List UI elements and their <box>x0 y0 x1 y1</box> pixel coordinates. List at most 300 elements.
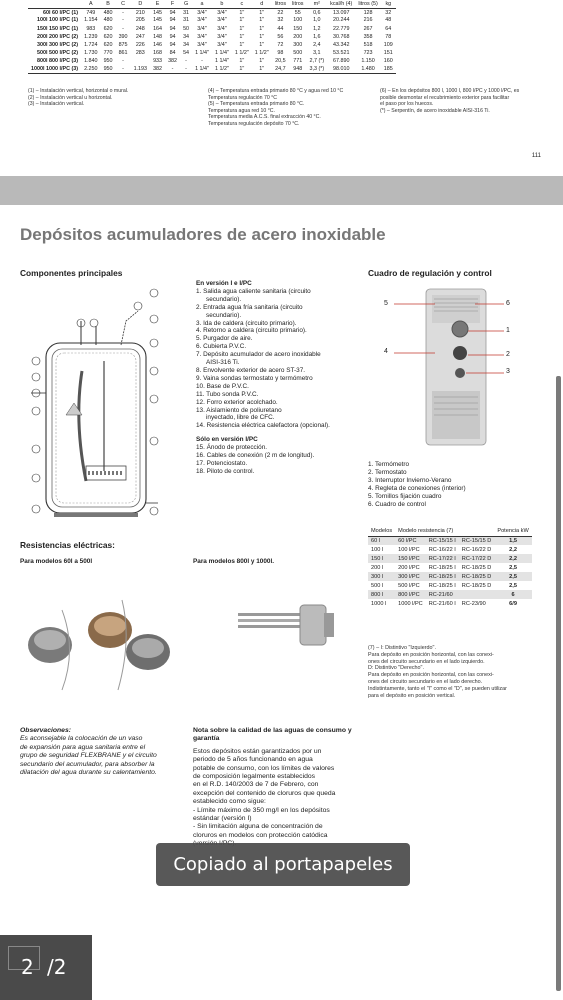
spec-cell: 1 1/4" <box>214 58 229 65</box>
control-items <box>368 461 466 508</box>
footnote-line: (6) – En los depósitos 800 l, 1000 l, 800 l/PC y 1000 l/PC, es <box>380 88 520 94</box>
callout-3: 3 <box>506 368 510 375</box>
resistance-cell: 2,5 <box>509 573 517 580</box>
resistance-cell: RC-17/22 I <box>428 555 456 562</box>
control-heading: Cuadro de regulación y control <box>368 268 492 278</box>
resistance-note-line: para el depósito en posición vertical. <box>368 692 456 699</box>
nota-line: de composición legalmente establecidos <box>193 773 316 781</box>
spec-cell: - <box>180 66 192 74</box>
spec-cell: 1.480 <box>355 66 380 74</box>
component-item: AISI-316 Ti. <box>206 359 240 367</box>
resistance-cell: 60 l/PC <box>398 537 417 544</box>
spec-cell: 24,7 <box>272 66 289 74</box>
spec-header: B <box>101 0 116 8</box>
spec-cell: 620 <box>103 33 113 40</box>
footnote-line: (*) – Serpentín, de acero inoxidable AISI-316 Ti. <box>380 107 490 114</box>
spec-row <box>28 16 396 24</box>
observaciones-line: grupo de seguridad FLEXBRANE y el circuito <box>20 752 157 760</box>
spec-cell: 50 <box>183 25 190 32</box>
spec-cell: 128 <box>363 9 373 16</box>
spec-header: c <box>232 0 252 8</box>
spec-cell: 1,2 <box>313 25 321 32</box>
ipc-item: 18. Piloto de control. <box>196 467 255 475</box>
component-item: 11. Tubo sonda P.V.C. <box>196 390 259 398</box>
spec-header: b <box>212 0 232 8</box>
component-item: 12. Forro exterior acolchado. <box>196 398 278 406</box>
spec-cell: 94 <box>169 17 176 24</box>
spec-cell: 1 1/4" <box>192 66 212 74</box>
spec-header: kg <box>381 0 396 8</box>
resistance-note-line: D: Distintivo "Derecho". <box>368 665 424 672</box>
spec-header: C <box>116 0 131 8</box>
spec-cell: 1" <box>259 17 265 24</box>
spec-header: kcal/h (4) <box>327 0 355 8</box>
spec-cell: 723 <box>363 50 373 57</box>
observaciones-line: Es aconsejable la colocación de un vaso <box>20 735 143 743</box>
resistance-cell: 100 l/PC <box>398 546 420 553</box>
resistance-row <box>368 536 532 545</box>
scrollbar[interactable] <box>556 376 561 991</box>
spec-cell: 1" <box>239 25 245 32</box>
previous-page <box>0 0 563 176</box>
spec-cell: 620 <box>103 25 113 32</box>
spec-cell: 1.840 <box>84 58 98 65</box>
spec-cell: 60l 60 l/PC (1) <box>43 9 79 16</box>
spec-cell: 3/4" <box>217 25 227 32</box>
spec-cell: 1.239 <box>84 33 98 40</box>
spec-cell: 160 <box>383 58 393 65</box>
components-heading: Componentes principales <box>20 268 123 278</box>
spec-cell: - <box>122 9 124 16</box>
spec-cell: 2.250 <box>81 66 101 74</box>
resistance-cell: 800 l/PC <box>398 591 420 598</box>
spec-cell: 205 <box>135 17 145 24</box>
component-item: 6. Cubierta P.V.C. <box>196 343 247 351</box>
resistance-cell: 200 l/PC <box>398 564 420 571</box>
spec-cell: 94 <box>169 25 176 32</box>
nota-line: - Sin limitación alguna de concentración de <box>193 823 323 831</box>
spec-row <box>28 57 396 65</box>
nota-line: cloruros en modelos con protección catódica <box>193 831 328 839</box>
footnote-line: Temperatura media A.C.S. final extracción 40 °C. <box>208 114 321 120</box>
resistance-cell: RC-16/22 D <box>461 546 492 553</box>
spec-cell: 1" <box>239 33 245 40</box>
resistance-cell: RC-18/25 I <box>428 564 456 571</box>
spec-cell: 100 <box>293 17 303 24</box>
resistance-note-line: Indistintamente, tanto el "I" como el "D", se pueden utilizar <box>368 685 507 692</box>
footnote-line: (2) – Instalación vertical u horizontal. <box>28 94 113 101</box>
resistance-cell: 150 l/PC <box>398 555 420 562</box>
resistance-subheading-2: Para modelos 800l y 1000l. <box>193 558 274 565</box>
control-item: 1. Termómetro <box>368 461 410 468</box>
resistance-cell: RC-21/60 <box>428 591 453 598</box>
page-title: Depósitos acumuladores de acero inoxidable <box>20 225 386 244</box>
spec-cell: 32 <box>277 17 284 24</box>
spec-header: d <box>252 0 272 8</box>
resistance-cell: RC-18/25 I <box>428 582 456 589</box>
components-list <box>196 280 330 476</box>
spec-cell: 861 <box>118 50 128 57</box>
spec-cell: 1" <box>259 33 265 40</box>
control-item: 2. Termostato <box>368 468 407 476</box>
resistance-header: Potencia kW <box>494 527 531 536</box>
observaciones-title: Observaciones: <box>20 727 71 734</box>
resistance-note-line: ones del circuito secundario en el lado izquierdo. <box>368 658 485 665</box>
control-item: 6. Cuadro de control <box>368 500 426 508</box>
nota-line: periodo de 5 años funcionando en agua <box>193 756 313 764</box>
spec-cell: 22.779 <box>332 25 350 32</box>
spec-cell: 1" <box>239 42 245 49</box>
spec-cell: 500 <box>293 50 303 57</box>
resistance-cell: 300 l <box>371 573 384 580</box>
spec-cell: 983 <box>86 25 96 32</box>
spec-cell: 950 <box>101 66 116 74</box>
spec-cell: 1" <box>239 9 245 16</box>
footnotes-col2 <box>208 88 343 127</box>
spec-cell: 3/4" <box>217 33 227 40</box>
spec-cell: 20,5 <box>275 58 286 65</box>
spec-cell: 0,6 <box>313 9 321 16</box>
spec-cell: 200l 200 l/PC (2) <box>37 33 79 40</box>
resistance-cell: RC-16/22 I <box>428 546 456 553</box>
resistance-row <box>368 599 532 608</box>
spec-cell: 382 <box>168 58 178 65</box>
spec-cell: 13.097 <box>332 9 350 16</box>
resistance-note-line: Para depósito en posición horizontal, con las conexi- <box>368 651 494 658</box>
spec-cell: 3/4" <box>197 9 207 16</box>
resistance-cell: 60 l <box>371 537 381 544</box>
spec-cell: 1 1/2" <box>254 50 269 57</box>
spec-cell: 34 <box>183 42 190 49</box>
spec-cell: 150l 150 l/PC (1) <box>37 25 79 32</box>
spec-cell: 3/4" <box>197 25 207 32</box>
spec-cell: 3,1 <box>313 50 321 57</box>
spec-cell: 3/4" <box>217 17 227 24</box>
spec-cell: - <box>122 25 124 32</box>
component-item: 8. Envolvente exterior de acero ST-37. <box>196 366 306 374</box>
resistance-cell: 1000 l <box>371 600 387 607</box>
spec-cell: - <box>185 58 187 65</box>
resistance-cell: 800 l <box>371 591 384 598</box>
spec-cell: 53.521 <box>332 50 350 57</box>
spec-header: a <box>192 0 212 8</box>
component-item: secundario). <box>206 295 242 303</box>
callout-2: 2 <box>506 351 510 358</box>
spec-cell: 1" <box>252 66 272 74</box>
spec-cell: 1" <box>259 25 265 32</box>
spec-cell: 94 <box>169 33 176 40</box>
resistance-cell: 6 <box>511 591 515 598</box>
footnotes-col3 <box>380 88 519 114</box>
spec-cell: 109 <box>383 42 393 49</box>
spec-cell: 1" <box>239 17 245 24</box>
resistance-row <box>368 545 532 554</box>
spec-cell: - <box>201 58 203 65</box>
spec-cell: 1 1/2" <box>234 50 249 57</box>
spec-cell: 1000l 1000 l/PC (3) <box>28 66 81 74</box>
component-item: 4. Retorno a caldera (circuito primario). <box>196 327 307 335</box>
resistance-cell: RC-23/90 <box>461 600 486 607</box>
total-pages: /2 <box>47 955 67 979</box>
ipc-item: 17. Potenciostato. <box>196 459 248 467</box>
spec-cell: 22 <box>277 9 284 16</box>
spec-cell: 1.150 <box>361 58 375 65</box>
resistance-note-line: (7) – I: Distintivo "Izquierdo". <box>368 645 436 651</box>
footnote-line: (1) – Instalación vertical, horizontal o mural. <box>28 88 129 94</box>
component-item: 7. Depósito acumulador de acero inoxidable <box>196 351 321 359</box>
footnote-line: (3) – Instalación vertical. <box>28 101 85 107</box>
spec-cell: 3/4" <box>217 42 227 49</box>
resistance-subheading-1: Para modelos 60l a 500l <box>20 558 93 565</box>
spec-cell: 30.768 <box>332 33 350 40</box>
resistance-cell: 2,5 <box>509 564 517 571</box>
spec-cell: 151 <box>383 50 393 57</box>
resistances-heading: Resistencias eléctricas: <box>20 540 115 550</box>
spec-cell: 78 <box>385 33 392 40</box>
footnote-line: (5) – Temperatura entrada primario 80 °C. <box>208 101 305 107</box>
spec-cell: 1.193 <box>131 66 151 74</box>
component-item: 10. Base de P.V.C. <box>196 382 249 390</box>
callout-4: 4 <box>384 348 388 355</box>
spec-cell: 164 <box>153 25 163 32</box>
spec-cell: 150 <box>293 25 303 32</box>
version-heading: En versión I e I/PC <box>196 280 252 287</box>
spec-cell: 283 <box>135 50 145 57</box>
resistance-cell <box>459 590 495 599</box>
spec-header: E <box>150 0 165 8</box>
spec-cell: - <box>165 66 180 74</box>
resistance-cell: RC-17/22 D <box>461 555 492 562</box>
spec-cell: - <box>116 66 131 74</box>
spec-cell: 358 <box>363 33 373 40</box>
resistance-cell: 150 l <box>371 555 384 562</box>
spec-cell: 146 <box>153 42 163 49</box>
nota-title: Nota sobre la calidad de las aguas de consumo y garantía <box>193 727 352 743</box>
spec-cell: 67.890 <box>332 58 350 65</box>
spec-cell: 210 <box>135 9 145 16</box>
spec-cell: 1" <box>259 42 265 49</box>
resistance-row <box>368 563 532 572</box>
page-indicator[interactable] <box>0 935 92 1000</box>
ipc-heading: Sólo en versión I/PC <box>196 436 258 444</box>
spec-cell: 300l 300 l/PC (2) <box>37 42 79 49</box>
spec-header: A <box>81 0 101 8</box>
nota-calidad <box>193 727 358 849</box>
observaciones-line: secundario del acumulador, para absorber la <box>20 760 155 768</box>
component-item: secundario). <box>206 311 242 319</box>
spec-header: m² <box>306 0 327 8</box>
observaciones <box>20 727 170 777</box>
resistance-cell: RC-18/25 D <box>461 573 492 580</box>
spec-cell: 31 <box>183 17 190 24</box>
resistance-cell: RC-15/15 D <box>461 537 492 544</box>
spec-cell: 1 1/2" <box>212 66 232 74</box>
spec-cell: 933 <box>153 58 163 65</box>
spec-cell: 226 <box>135 42 145 49</box>
spec-cell: 300 <box>293 42 303 49</box>
spec-cell: 98.010 <box>327 66 355 74</box>
spec-cell: 1,0 <box>313 17 321 24</box>
spec-cell: 56 <box>277 33 284 40</box>
callout-6: 6 <box>506 300 510 307</box>
resistance-cell: 500 l <box>371 582 384 589</box>
spec-row <box>28 33 396 41</box>
spec-cell: 145 <box>153 17 163 24</box>
spec-row <box>28 25 396 33</box>
resistance-photo-large <box>230 595 350 675</box>
nota-line: Estos depósitos están garantizados por un <box>193 747 322 755</box>
spec-header: F <box>165 0 180 8</box>
resistance-header: Modelo resistencia (7) <box>395 527 494 536</box>
spec-row <box>28 66 396 74</box>
resistance-cell: 100 l <box>371 546 384 553</box>
spec-cell: 771 <box>293 58 303 65</box>
spec-header: G <box>180 0 192 8</box>
spec-cell: 1.730 <box>84 50 98 57</box>
spec-cell: - <box>122 58 124 65</box>
spec-cell: 620 <box>103 42 113 49</box>
spec-header: litros <box>272 0 289 8</box>
resistance-photo-small <box>22 590 172 700</box>
resistance-cell: RC-18/25 I <box>428 573 456 580</box>
nota-line: excepción del contenido de cloruros que queda <box>193 789 336 797</box>
spec-cell: 518 <box>363 42 373 49</box>
spec-cell: 200 <box>293 33 303 40</box>
spec-cell: 1,6 <box>313 33 321 40</box>
resistance-note-line: ones del circuito secundario en el lado derecho. <box>368 678 483 685</box>
spec-cell: 3/4" <box>217 9 227 16</box>
spec-cell: 248 <box>135 25 145 32</box>
spec-cell: 98 <box>277 50 284 57</box>
resistance-row <box>368 572 532 581</box>
nota-line: en el R.D. 140/2003 de 7 de Febrero, con <box>193 781 319 789</box>
spec-header: D <box>131 0 151 8</box>
resistance-row <box>368 590 532 599</box>
spec-cell: 84 <box>169 50 176 57</box>
nota-line: potable de consumo, con los límites de valores <box>193 764 335 772</box>
callout-1: 1 <box>506 327 510 334</box>
spec-cell: 44 <box>277 25 284 32</box>
resistance-cell: 1000 l/PC <box>398 600 423 607</box>
spec-cell: 382 <box>150 66 165 74</box>
resistance-cell: 2,5 <box>509 582 517 589</box>
page-number: 111 <box>531 153 541 159</box>
resistance-cell: 1,5 <box>509 537 517 544</box>
spec-cell: 2,4 <box>313 42 321 49</box>
resistance-cell: RC-15/15 I <box>428 537 456 544</box>
ipc-item: 16. Cables de conexión (2 m de longitud). <box>196 452 315 460</box>
component-item: 3. Ida de caldera (circuito primario). <box>196 319 297 327</box>
copied-toast: Copiado al portapapeles <box>156 843 410 886</box>
resistance-note-line: Para depósito en posición horizontal, con las conexi- <box>368 672 494 679</box>
resistance-cell: RC-18/25 D <box>461 564 492 571</box>
resistance-cell: RC-21/60 I <box>428 600 456 607</box>
spec-cell: 1.724 <box>84 42 98 49</box>
component-item: inyectado, libre de CFC. <box>206 414 275 422</box>
footnote-line: Temperatura agua red 10 °C. <box>208 107 275 114</box>
component-item: 14. Resistencia eléctrica calefactora (opcional). <box>196 422 330 430</box>
spec-row <box>28 8 396 16</box>
spec-cell: - <box>122 17 124 24</box>
resistance-cell: 2,2 <box>509 546 517 553</box>
spec-cell: 1 1/4" <box>214 50 229 57</box>
spec-cell: 168 <box>153 50 163 57</box>
spec-cell: 390 <box>118 33 128 40</box>
spec-cell: 216 <box>363 17 373 24</box>
footnotes-col1 <box>28 88 128 108</box>
nota-line: estándar (versión I) <box>193 815 252 823</box>
spec-cell: 94 <box>169 42 176 49</box>
component-item: 13. Aislamiento de poliuretano <box>196 406 282 414</box>
resistance-cell: 6/9 <box>509 600 517 607</box>
ipc-item: 15. Ánodo de protección. <box>196 444 268 452</box>
spec-cell: 43.342 <box>332 42 350 49</box>
spec-cell: 1" <box>232 66 252 74</box>
footnote-line: Temperatura regulación depósito 70 °C. <box>208 120 300 127</box>
spec-cell <box>131 57 151 65</box>
footnote-line: posible desmontar el recubrimiento exterior para facilitar <box>380 94 510 101</box>
spec-cell: 875 <box>118 42 128 49</box>
spec-cell: 1" <box>259 9 265 16</box>
spec-cell: 3/4" <box>197 17 207 24</box>
control-item: 3. Interruptor Invierno-Verano <box>368 476 452 484</box>
spec-cell: 267 <box>363 25 373 32</box>
spec-cell: 3/4" <box>197 42 207 49</box>
observaciones-line: de expansión para agua sanitaria entre el <box>20 743 146 751</box>
spec-header: litros (5) <box>355 0 380 8</box>
spec-cell: 34 <box>183 33 190 40</box>
resistance-header: Modelos <box>368 527 395 536</box>
component-item: 2. Entrada agua fría sanitaria (circuito <box>196 303 303 311</box>
component-item: 5. Purgador de aire. <box>196 335 253 343</box>
spec-row <box>28 49 396 57</box>
spec-cell: 20.244 <box>332 17 350 24</box>
footnote-line: el paso por los huecos. <box>380 101 434 107</box>
spec-cell: 247 <box>135 33 145 40</box>
spec-cell: 3,3 (*) <box>306 66 327 74</box>
resistance-table <box>368 527 532 608</box>
spec-cell: 94 <box>169 9 176 16</box>
control-item: 4. Regleta de conexiones (interior) <box>368 484 466 492</box>
control-item: 5. Tornillos fijación cuadro <box>368 492 442 500</box>
spec-header: litros <box>289 0 306 8</box>
footnote-line: Temperatura regulación 70 °C <box>208 94 277 101</box>
observaciones-line: dilatación del agua durante su calentamiento. <box>20 769 157 777</box>
spec-header-blank <box>28 0 81 8</box>
tank-diagram <box>26 281 166 521</box>
spec-row <box>28 41 396 49</box>
spec-cell: 800l 800 l/PC (3) <box>37 58 79 65</box>
spec-cell: 64 <box>385 25 392 32</box>
resistance-cell: 500 l/PC <box>398 582 420 589</box>
component-item: 1. Salida agua caliente sanitaria (circuito <box>196 287 311 295</box>
spec-cell: 100l 100 l/PC (1) <box>37 17 79 24</box>
resistance-cell: 200 l <box>371 564 384 571</box>
spec-cell: 32 <box>385 9 392 16</box>
spec-cell: 48 <box>385 17 392 24</box>
spec-cell: 31 <box>183 9 190 16</box>
spec-cell: 500l 500 l/PC (2) <box>37 50 79 57</box>
spec-cell: 948 <box>289 66 306 74</box>
spec-cell: 480 <box>103 9 113 16</box>
spec-cell: 55 <box>294 9 301 16</box>
spec-cell: 770 <box>103 50 113 57</box>
spec-cell: 1" <box>259 58 265 65</box>
nota-line: - Límite máximo de 350 mg/l en los depósitos <box>193 806 330 814</box>
spec-cell: 2,7 (*) <box>309 58 325 65</box>
spec-cell: 54 <box>183 50 190 57</box>
nota-line: establecido como sigue: <box>193 798 266 806</box>
